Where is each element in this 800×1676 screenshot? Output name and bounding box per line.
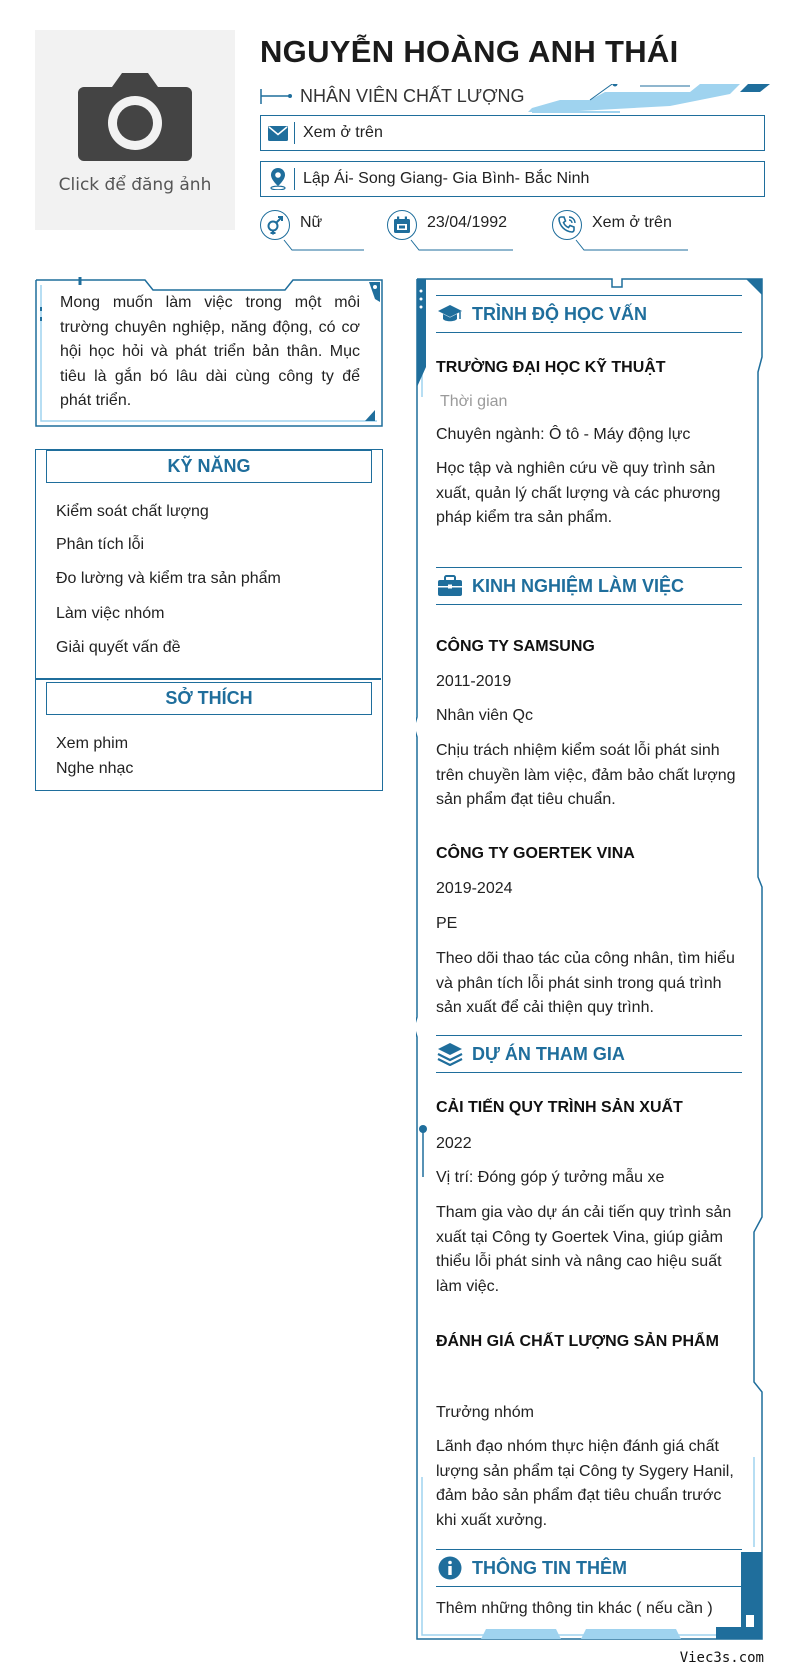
email-value: Xem ở trên [303,124,383,141]
experience-title: KINH NGHIỆM LÀM VIỆC [472,576,685,596]
hobby-item[interactable]: Xem phim [56,735,129,752]
skills-heading: KỸ NĂNG [46,450,372,483]
company-name[interactable]: CÔNG TY GOERTEK VINA [436,845,635,862]
projects-heading [436,1035,742,1073]
education-time[interactable]: Thời gian [440,393,508,410]
additional-heading [436,1549,742,1587]
phone-field[interactable] [552,210,692,254]
briefcase-icon-wrap [436,574,464,598]
map-pin-icon [269,168,287,190]
address-icon-wrap [261,168,295,190]
project-name[interactable]: ĐÁNH GIÁ CHẤT LƯỢNG SẢN PHẨM [436,1333,719,1350]
briefcase-icon [437,575,463,597]
job-position[interactable]: Nhân viên Qc [436,707,533,724]
objective-text: Mong muốn làm việc trong một môi trường chuyên nghiệp, năng động, có cơ hội học hỏi và phát triển bản thân. Mục tiêu là gắn bó lâu dài cùng công ty để phát triển. [60,294,360,409]
address-value: Lập Ái- Song Giang- Gia Bình- Bắc Ninh [303,170,590,187]
job-period[interactable]: 2019-2024 [436,880,513,897]
graduation-cap-icon-wrap [436,302,464,326]
hobby-item[interactable]: Nghe nhạc [56,760,134,777]
job-description[interactable]: Chịu trách nhiệm kiểm soát lỗi phát sinh trên chuyền làm việc, đảm bảo chất lượng sản phẩm đạt tiêu chuẩn. [436,742,736,808]
job-title[interactable]: NHÂN VIÊN CHẤT LƯỢNG [300,86,525,106]
additional-title: THÔNG TIN THÊM [472,1558,627,1578]
project-role[interactable]: Vị trí: Đóng góp ý tưởng mẫu xe [436,1169,665,1186]
project-description[interactable]: Lãnh đạo nhóm thực hiện đánh giá chất lượng sản phẩm tại Công ty Sygery Hanil, đảm bảo sản phẩm đạt tiêu chuẩn trước khi xuất xưởng. [436,1438,734,1529]
project-role[interactable]: Trưởng nhóm [436,1404,534,1421]
birthday-value: 23/04/1992 [427,214,508,231]
avatar-upload[interactable] [35,30,235,230]
career-objective[interactable] [35,277,383,429]
address-field[interactable] [260,161,765,197]
hobbies-heading: SỞ THÍCH [46,682,372,715]
layers-icon [437,1042,463,1066]
info-icon-wrap [436,1556,464,1580]
projects-title: DỰ ÁN THAM GIA [472,1044,625,1064]
email-icon-wrap [261,122,295,144]
job-description[interactable]: Theo dõi thao tác của công nhân, tìm hiểu và phân tích lỗi phát sinh trong quá trình sản xuất để cải thiện quy trình. [436,950,735,1016]
education-heading [436,295,742,333]
additional-text[interactable]: Thêm những thông tin khác ( nếu cần ) [436,1600,713,1617]
skill-item[interactable]: Đo lường và kiểm tra sản phẩm [56,570,281,587]
skill-item[interactable]: Làm việc nhóm [56,605,165,622]
job-position[interactable]: PE [436,915,458,932]
phone-value: Xem ở trên [592,214,672,231]
project-year[interactable]: 2022 [436,1135,472,1152]
email-field[interactable] [260,115,765,151]
camera-icon [76,65,194,165]
gender-field[interactable] [260,210,370,254]
education-title: TRÌNH ĐỘ HỌC VẤN [472,304,647,324]
job-period[interactable]: 2011-2019 [436,673,512,690]
section-divider [36,678,381,680]
project-description[interactable]: Tham gia vào dự án cải tiến quy trình sản xuất tại Công ty Goertek Vina, giúp giảm thiểu lỗi phát sinh và nâng cao hiệu suất làm việc. [436,1204,732,1295]
education-description[interactable]: Học tập và nghiên cứu về quy trình sản xuất, quản lý chất lượng và các phương pháp kiểm tra sản phẩm. [436,460,721,526]
skill-item[interactable]: Giải quyết vấn đề [56,639,181,656]
company-name[interactable]: CÔNG TY SAMSUNG [436,638,595,655]
photo-label: Click để đăng ảnh [58,175,212,195]
job-title-row [260,84,770,114]
project-name[interactable]: CẢI TIẾN QUY TRÌNH SẢN XUẤT [436,1099,683,1116]
main-content [416,277,764,1641]
skills-hobbies-box [35,449,383,791]
school-name[interactable]: TRƯỜNG ĐẠI HỌC KỸ THUẬT [436,359,666,376]
education-major[interactable]: Chuyên ngành: Ô tô - Máy động lực [436,426,691,443]
layers-icon-wrap [436,1042,464,1066]
birthday-field[interactable] [387,210,519,254]
info-icon [438,1556,462,1580]
envelope-icon [268,126,288,141]
watermark: Viec3s.com [679,1650,764,1666]
experience-heading [436,567,742,605]
full-name[interactable]: NGUYỄN HOÀNG ANH THÁI [260,34,679,69]
gender-value: Nữ [300,214,323,231]
graduation-cap-icon [437,304,463,324]
skill-item[interactable]: Phân tích lỗi [56,536,145,553]
skill-item[interactable]: Kiểm soát chất lượng [56,503,209,520]
